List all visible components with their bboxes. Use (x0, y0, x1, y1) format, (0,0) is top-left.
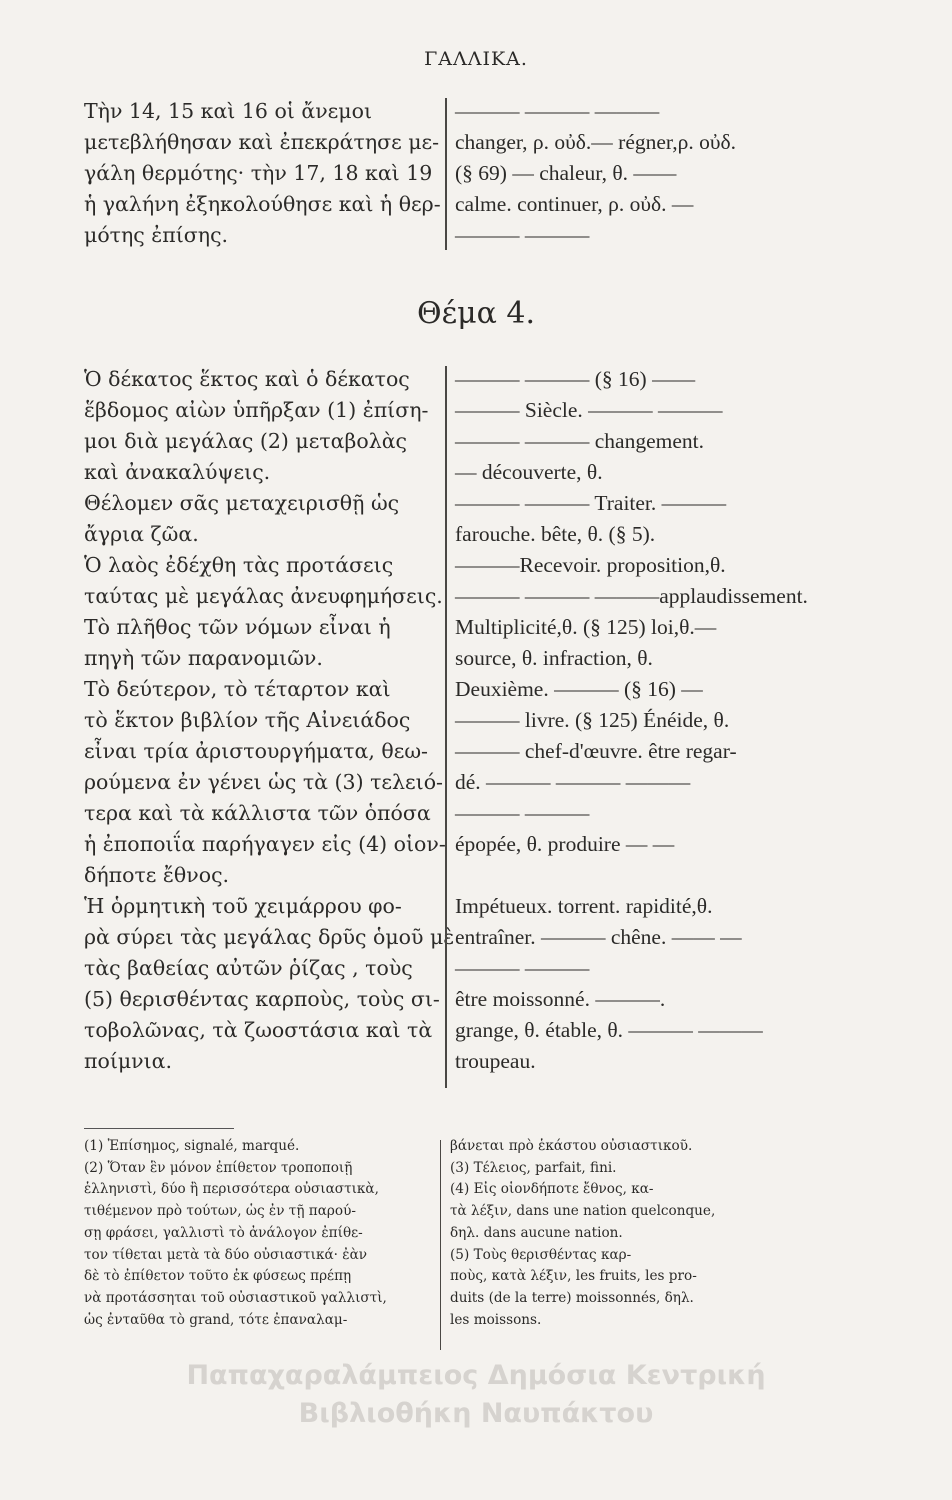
footnote-line: duits (de la terre) moissonnés, δηλ. (450, 1289, 694, 1306)
text-line: ——— ——— (455, 801, 590, 825)
text-line (455, 860, 815, 891)
text-line: μοι διὰ μεγάλας (2) μεταβολὰς (84, 429, 408, 453)
text-line: dé. ——— ——— ——— (455, 770, 691, 794)
text-line: ——— ——— ———applaudissement. (455, 584, 808, 608)
top-greek-block (84, 96, 441, 251)
footnote-line: les moissons. (450, 1311, 542, 1328)
text-line: τὸ ἕκτον βιβλίον τῆς Αἰνειάδος (84, 708, 411, 732)
text-line: ἕβδομος αἰὼν ὑπῆρξαν (1) ἐπίση- (84, 398, 429, 422)
text-line: calme. continuer, ρ. οὐδ. — (455, 192, 694, 216)
text-line: Ὁ λαὸς ἐδέχθη τὰς προτάσεις (84, 553, 394, 577)
text-line: Ὁ δέκατος ἕκτος καὶ ὁ δέκατος (84, 367, 410, 391)
footnote-line: δηλ. dans aucune nation. (450, 1224, 623, 1241)
library-watermark-line: Παπαχαραλάμπειος Δημόσια Κεντρική (186, 1360, 766, 1391)
text-line: μετεβλήθησαν καὶ ἐπεκράτησε με- (84, 130, 440, 154)
text-line: μότης ἐπίσης. (84, 223, 229, 247)
text-line: ἡ γαλήνη ἐξηκολούθησε καὶ ἡ θερ- (84, 192, 441, 216)
text-line: grange, θ. étable, θ. ——— ——— (455, 1018, 763, 1042)
text-line: γάλη θερμότης· τὴν 17, 18 καὶ 19 (84, 161, 433, 185)
text-line: τερα καὶ τὰ κάλλιστα τῶν ὁπόσα (84, 801, 431, 825)
text-line: Ἡ ὁρμητικὴ τοῦ χειμάρρου φο- (84, 894, 402, 918)
text-line: Deuxième. ——— (§ 16) — (455, 677, 703, 701)
text-line: — découverte, θ. (455, 460, 603, 484)
text-line: εἶναι τρία ἀριστουργήματα, θεω- (84, 739, 428, 763)
text-line: Τὴν 14, 15 καὶ 16 οἱ ἄνεμοι (84, 99, 372, 123)
text-line: être moissonné. ———. (455, 987, 666, 1011)
text-line: (§ 69) — chaleur, θ. —— (455, 161, 677, 185)
library-watermark-line: Βιβλιοθήκη Ναυπάκτου (298, 1398, 654, 1429)
text-line: ρούμενα ἐν γένει ὡς τὰ (3) τελειό- (84, 770, 443, 794)
footnote-line: νὰ προτάσσηται τοῦ οὐσιαστικοῦ γαλλιστὶ, (84, 1289, 387, 1306)
text-line: ——— chef-d'œuvre. être regar- (455, 739, 737, 763)
footnotes-right (450, 1136, 820, 1331)
footnote-line: τιθέμενον πρὸ τούτων, ὡς ἐν τῇ παρού- (84, 1203, 356, 1220)
text-line: ταύτας μὲ μεγάλας ἀνευφημήσεις. (84, 584, 443, 608)
text-line: farouche. bête, θ. (§ 5). (455, 522, 656, 546)
text-line: ——— ——— (455, 223, 590, 247)
footnote-line: σῃ φράσει, γαλλιστὶ τὸ ἀνάλογον ἐπίθε- (84, 1224, 363, 1241)
footnote-line: (1) Ἐπίσημος, signalé, marqué. (84, 1138, 300, 1154)
footnote-divider (440, 1140, 441, 1350)
text-line: ——— livre. (§ 125) Énéide, θ. (455, 708, 730, 732)
footnotes-left (84, 1136, 424, 1331)
text-line: changer, ρ. οὐδ.— régner,ρ. οὐδ. (455, 130, 736, 154)
footnote-line: δὲ τὸ ἐπίθετον τοῦτο ἐκ φύσεως πρέπῃ (84, 1268, 352, 1285)
text-line: καὶ ἀνακαλύψεις. (84, 460, 271, 484)
footnote-line: τὰ λέξιν, dans une nation quelconque, (450, 1203, 716, 1220)
text-line: ——— Siècle. ——— ——— (455, 398, 723, 422)
text-line: ἡ ἐποποιΐα παρήγαγεν εἰς (4) οἱον- (84, 832, 446, 856)
text-line: Τὸ πλῆθος τῶν νόμων εἶναι ἡ (84, 615, 391, 639)
text-line: ἄγρια ζῶα. (84, 522, 199, 546)
text-line: (5) θερισθέντας καρποὺς, τοὺς σι- (84, 987, 440, 1011)
running-header: ΓΑΛΛΙΚΑ. (424, 48, 528, 70)
column-divider (445, 366, 447, 1088)
footnote-line: (2) Ὅταν ἓν μόνον ἐπίθετον τροποποιῇ (84, 1159, 353, 1176)
footnote-line: ποὺς, κατὰ λέξιν, les fruits, les pro- (450, 1268, 697, 1285)
text-line: épopée, θ. produire — — (455, 832, 675, 856)
text-line: πηγὴ τῶν παρανομιῶν. (84, 646, 323, 670)
text-line: ——— ——— changement. (455, 429, 704, 453)
text-line: τὰς βαθείας αὐτῶν ῥίζας , τοὺς (84, 956, 413, 980)
footnote-line: τον τίθεται μετὰ τὰ δύο οὐσιαστικά· ἐὰν (84, 1246, 368, 1263)
text-line: source, θ. infraction, θ. (455, 646, 653, 670)
text-line: ———Recevoir. proposition,θ. (455, 553, 726, 577)
footnote-line: βάνεται πρὸ ἑκάστου οὐσιαστικοῦ. (450, 1138, 693, 1154)
text-line: Τὸ δεύτερον, τὸ τέταρτον καὶ (84, 677, 391, 701)
text-line: entraîner. ——— chêne. —— — (455, 925, 742, 949)
column-divider (445, 98, 447, 250)
text-line: ——— ——— ——— (455, 99, 660, 123)
text-line: ρὰ σύρει τὰς μεγάλας δρῦς ὁμοῦ μὲ (84, 925, 455, 949)
text-line: Multiplicité,θ. (§ 125) loi,θ.— (455, 615, 717, 639)
text-line: Impétueux. torrent. rapidité,θ. (455, 894, 713, 918)
text-line: Θέλομεν σᾶς μεταχειρισθῇ ὡς (84, 491, 400, 515)
text-line: ——— ——— (§ 16) —— (455, 367, 696, 391)
footnote-line: (5) Τοὺς θερισθέντας καρ- (450, 1246, 632, 1263)
greek-exercise-column (84, 364, 455, 1077)
footnote-line: ἑλληνιστὶ, δύο ἢ περισσότερα οὐσιαστικὰ, (84, 1181, 379, 1198)
text-line: ——— ——— (455, 956, 590, 980)
french-vocabulary-column (455, 364, 815, 1077)
section-title: Θέμα 4. (416, 296, 536, 331)
text-line: troupeau. (455, 1049, 536, 1073)
text-line: ——— ——— Traiter. ——— (455, 491, 727, 515)
text-line: δήποτε ἔθνος. (84, 863, 230, 887)
footnote-rule (84, 1128, 234, 1129)
footnote-line: (3) Τέλειος, parfait, fini. (450, 1159, 617, 1176)
text-line: τοβολῶνας, τὰ ζωοστάσια καὶ τὰ (84, 1018, 433, 1042)
footnote-line: (4) Εἰς οἱονδήποτε ἔθνος, κα- (450, 1181, 654, 1198)
top-french-block (455, 96, 815, 251)
text-line: ποίμνια. (84, 1049, 173, 1073)
footnote-line: ὡς ἐνταῦθα τὸ grand, τότε ἐπαναλαμ- (84, 1311, 348, 1328)
